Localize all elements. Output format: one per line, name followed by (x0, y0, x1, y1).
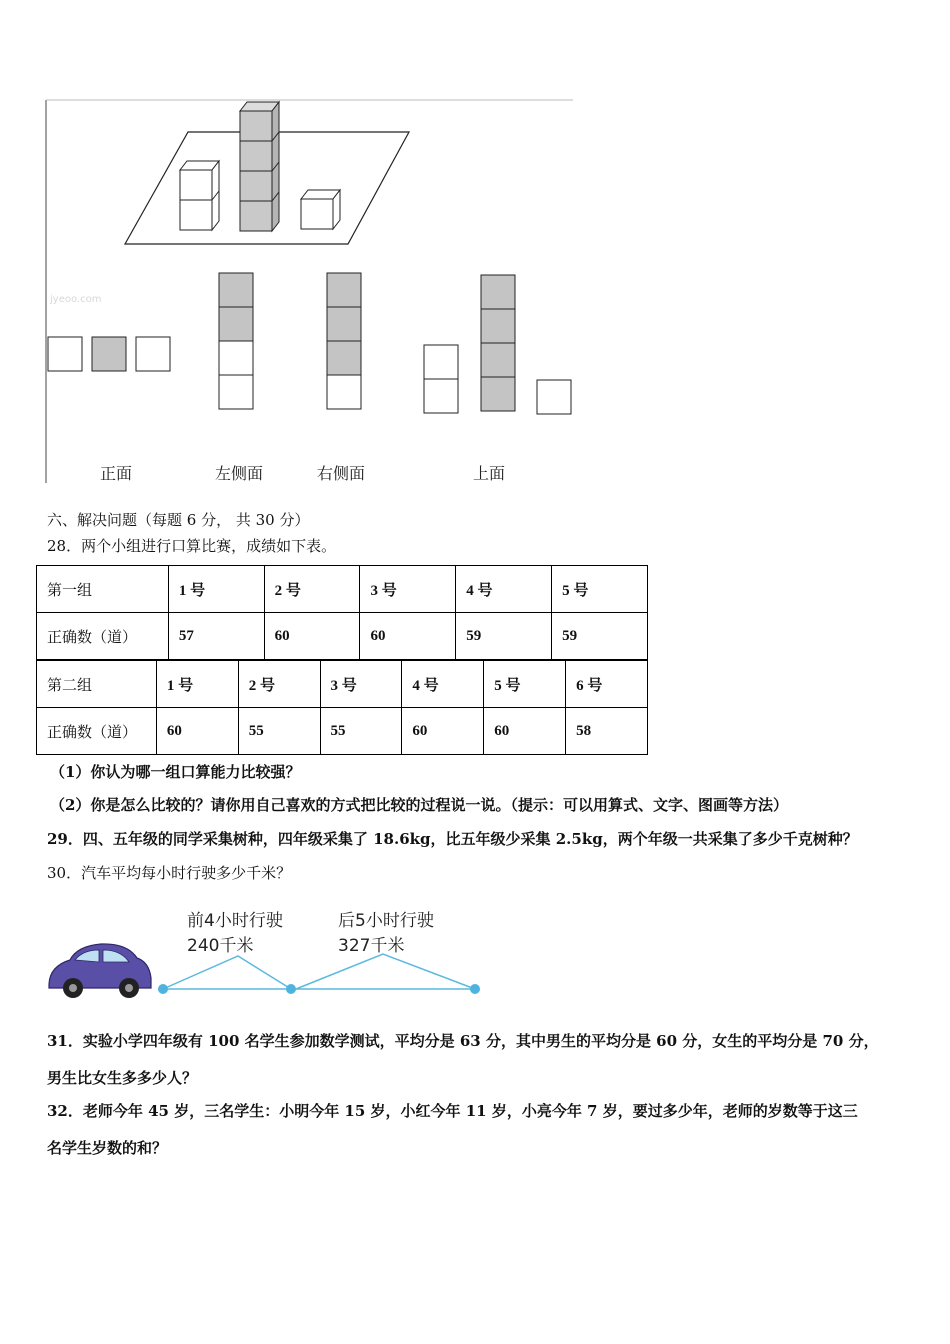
table-cell: 59 (456, 613, 552, 660)
label-right-side: 右侧面 (317, 464, 366, 483)
table-cell: 57 (168, 613, 264, 660)
table-row (37, 613, 648, 660)
table-cell: 60 (264, 613, 360, 660)
table-cell: 1 号 (168, 566, 264, 613)
table-cell: 2 号 (238, 661, 320, 708)
table-cell: 2 号 (264, 566, 360, 613)
point-end (470, 984, 480, 994)
table-cell: 1 号 (156, 661, 238, 708)
segment-2-distance: 327千米 (338, 936, 405, 956)
table-cell: 3 号 (360, 566, 456, 613)
question-28-stem: 28．两个小组进行口算比赛，成绩如下表。 (47, 537, 337, 555)
table-cell: 60 (360, 613, 456, 660)
table-cell: 59 (552, 613, 648, 660)
right-side-view (327, 273, 361, 409)
question-31-line2: 男生比女生多多少人？ (47, 1069, 198, 1087)
segment-1-label: 前4小时行驶 (187, 911, 283, 931)
label-left-side: 左侧面 (215, 464, 264, 483)
car-distance-diagram (45, 900, 490, 1010)
table-cell: 正确数（道） (37, 613, 169, 660)
question-31-line1: 31．实验小学四年级有 100 名学生参加数学测试，平均分是 63 分，其中男生的平均分是 60 分，女生的平均分是 70 分， (47, 1032, 879, 1050)
segment-2-label: 后5小时行驶 (338, 911, 434, 931)
left-side-view (219, 273, 253, 409)
table-cell: 5 号 (552, 566, 648, 613)
table-cell: 5 号 (484, 661, 566, 708)
table-cell: 60 (156, 708, 238, 755)
table-cell: 第二组 (37, 661, 157, 708)
score-table-group2 (36, 660, 648, 755)
label-front: 正面 (100, 464, 133, 483)
table-row (37, 566, 648, 613)
question-30: 30．汽车平均每小时行驶多少千米？ (47, 864, 292, 882)
question-32-line1: 32．老师今年 45 岁，三名学生：小明今年 15 岁，小红今年 11 岁，小亮今年 7 岁，要过多少年，老师的岁数等于这三 (47, 1102, 858, 1120)
table-cell: 55 (320, 708, 402, 755)
point-middle (286, 984, 296, 994)
table-cell: 55 (238, 708, 320, 755)
cube-stack-middle (240, 102, 279, 231)
section-heading: 六、解决问题（每题 6 分， 共 30 分） (47, 511, 310, 529)
question-28-sub1: （1）你认为哪一组口算能力比较强？ (50, 763, 301, 781)
segment-1-distance: 240千米 (187, 936, 254, 956)
question-28-sub2: （2）你是怎么比较的？请你用自己喜欢的方式把比较的过程说一说。（提示：可以用算式、文字、图画等方法） (50, 796, 788, 814)
top-view (424, 275, 571, 414)
question-29: 29．四、五年级的同学采集树种，四年级采集了 18.6kg，比五年级少采集 2.5kg，两个年级一共采集了多少千克树种？ (47, 830, 858, 848)
table-cell: 60 (402, 708, 484, 755)
score-table-group1 (36, 565, 648, 660)
cube-stack-left (180, 161, 219, 230)
table-cell: 正确数（道） (37, 708, 157, 755)
table-row (37, 708, 648, 755)
table-cell: 6 号 (566, 661, 648, 708)
table-cell: 第一组 (37, 566, 169, 613)
segment-bracket-1 (163, 956, 291, 989)
point-start (158, 984, 168, 994)
label-top: 上面 (473, 464, 506, 483)
table-cell: 60 (484, 708, 566, 755)
car-icon (49, 944, 151, 998)
cube-views-figure (40, 95, 580, 490)
table-cell: 4 号 (456, 566, 552, 613)
table-cell: 4 号 (402, 661, 484, 708)
front-view (48, 337, 170, 371)
table-cell: 58 (566, 708, 648, 755)
watermark: jyeoo.com (50, 294, 102, 305)
table-row (37, 661, 648, 708)
cube-single-right (301, 190, 340, 229)
question-32-line2: 名学生岁数的和？ (47, 1139, 168, 1157)
segment-bracket-2 (296, 954, 475, 989)
table-cell: 3 号 (320, 661, 402, 708)
